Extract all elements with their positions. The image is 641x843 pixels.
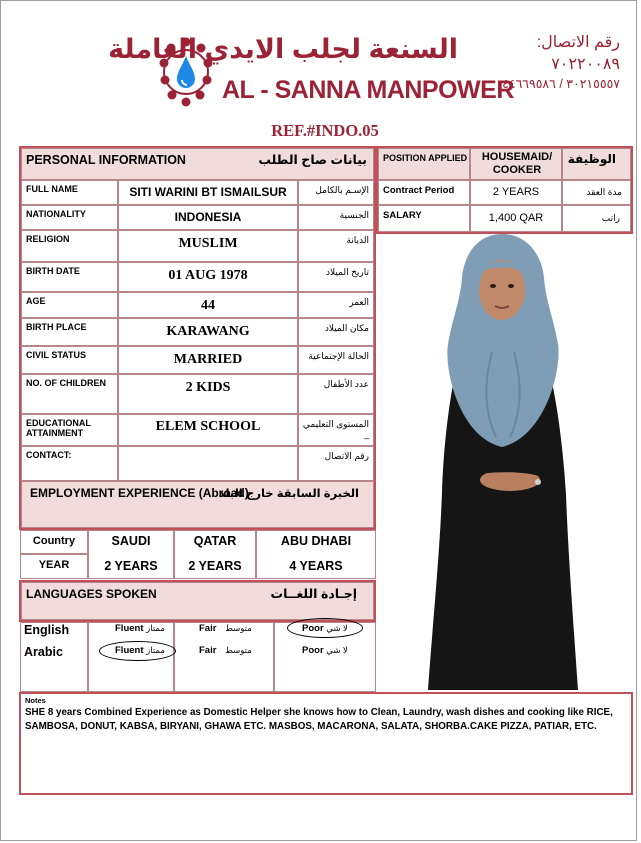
arabic-poor-label: Poor (302, 645, 324, 656)
age-label-arabic: العمر (349, 297, 369, 307)
nationality-label-cell (21, 205, 118, 230)
contract-arabic-cell (562, 180, 631, 205)
full-name-label-arabic: الإسـم بالكامل (315, 185, 369, 195)
civil-status-arabic-cell (298, 346, 374, 374)
languages-title: LANGUAGES SPOKEN (26, 587, 157, 601)
english-fair-arabic: متوسط (225, 623, 252, 633)
position-label: POSITION APPLIED (383, 153, 468, 163)
age-label-cell (21, 292, 118, 318)
salary-value-cell (470, 205, 562, 232)
position-label-arabic: الوظيفة (567, 152, 616, 166)
arabic-poor-arabic: لا شي (326, 645, 348, 655)
religion-label-arabic: الديانة (346, 235, 369, 245)
children-value-cell (118, 374, 298, 414)
contract-label-arabic: مدة العقد (586, 187, 622, 197)
birth-date-label: BIRTH DATE (26, 266, 80, 276)
experience-title-arabic: الخبرة السابقة خارج البلد (218, 488, 359, 500)
position-label-cell (378, 148, 470, 180)
country-qatar: QATAR (193, 534, 237, 548)
religion-label: RELIGION (26, 234, 70, 244)
nationality-label: NATIONALITY (26, 209, 86, 219)
company-name-arabic: السنعة لجلب الايدي العاملة (108, 34, 458, 64)
age-value: 44 (201, 298, 215, 313)
arabic-fluent-selected-circle (99, 641, 176, 661)
languages-title-arabic: إجـادة اللغــات (270, 587, 357, 601)
religion-value-cell (118, 230, 298, 262)
full-name-arabic-cell (298, 180, 374, 205)
birth-date-label-cell (21, 262, 118, 292)
country-label-cell (20, 530, 88, 554)
nationality-arabic-cell (298, 205, 374, 230)
salary-label-cell (378, 205, 470, 232)
education-value: ELEM SCHOOL (155, 419, 261, 434)
english-fair (199, 623, 252, 634)
company-name-english: AL - SANNA MANPOWER (222, 76, 514, 104)
personal-info-title: PERSONAL INFORMATION (26, 153, 186, 167)
education-label-cell (21, 414, 118, 446)
english-poor-arabic: لا شي (326, 623, 348, 633)
country-abudhabi-cell (256, 530, 376, 579)
personal-info-title-arabic: بيانات صاح الطلب (258, 153, 367, 167)
contact-label-arabic: رقم الاتصال: (536, 34, 620, 51)
civil-status-label: CIVIL STATUS (26, 350, 87, 360)
nationality-value: INDONESIA (174, 210, 242, 224)
nationality-label-arabic: الجنسية (339, 210, 369, 220)
contract-value: 2 YEARS (492, 186, 540, 198)
education-arabic-cell (298, 414, 374, 446)
children-label: NO. OF CHILDREN (26, 378, 106, 388)
contract-label: Contract Period (383, 185, 455, 196)
salary-value: 1,400 QAR (488, 212, 544, 224)
age-arabic-cell (298, 292, 374, 318)
full-name-label: FULL NAME (26, 184, 78, 194)
age-label: AGE (26, 296, 46, 306)
salary-label-arabic: راتب (601, 213, 620, 223)
english-fluent-label: Fluent (115, 623, 144, 634)
contract-value-cell (470, 180, 562, 205)
salary-arabic-cell (562, 205, 631, 232)
english-fair-label: Fair (199, 623, 217, 634)
civil-status-label-arabic: الحالة الإجتماعية (308, 351, 369, 361)
religion-label-cell (21, 230, 118, 262)
salary-label: SALARY (383, 210, 422, 221)
birth-place-label: BIRTH PLACE (26, 322, 87, 332)
years-qatar: 2 YEARS (188, 559, 242, 573)
age-value-cell (118, 292, 298, 318)
birth-date-value: 01 AUG 1978 (168, 268, 248, 283)
full-name-value-cell (118, 180, 298, 205)
experience-header (21, 481, 374, 528)
education-label: EDUCATIONAL ATTAINMENT (26, 418, 91, 438)
experience-title: EMPLOYMENT EXPERIENCE (Abroad) (30, 486, 249, 500)
religion-arabic-cell (298, 230, 374, 262)
english-poor-selected-circle (287, 618, 363, 638)
arabic-fluent-arabic: ممتاز (146, 645, 165, 655)
personal-info-header (21, 148, 374, 180)
position-label-arabic-cell (562, 148, 631, 180)
english-poor-label: Poor (302, 623, 324, 634)
children-label-arabic: عدد الأطفال (323, 379, 369, 389)
year-label: YEAR (38, 559, 70, 571)
children-arabic-cell (298, 374, 374, 414)
full-name-label-cell (21, 180, 118, 205)
children-label-cell (21, 374, 118, 414)
civil-status-value: MARRIED (173, 352, 243, 367)
nationality-value-cell (118, 205, 298, 230)
country-qatar-cell (174, 530, 256, 579)
birth-date-arabic-cell (298, 262, 374, 292)
arabic-fair-label: Fair (199, 645, 217, 656)
civil-status-value-cell (118, 346, 298, 374)
language-arabic: Arabic (24, 645, 63, 659)
religion-value: MUSLIM (178, 236, 238, 251)
country-abudhabi: ABU DHABI (280, 534, 352, 548)
children-value: 2 KIDS (185, 380, 231, 395)
reference-number: REF.#INDO.05 (271, 121, 379, 140)
languages-header (21, 582, 374, 620)
contract-label-cell (378, 180, 470, 205)
arabic-poor (302, 645, 348, 656)
contact-arabic-cell (298, 446, 374, 481)
country-saudi-cell (88, 530, 174, 579)
contact-label-cell (21, 446, 118, 481)
position-value-cell (470, 148, 562, 180)
education-value-cell (118, 414, 298, 446)
education-dash: _ (363, 429, 369, 439)
contact-value-cell (118, 446, 298, 481)
birth-place-label-arabic: مكان الميلاد (324, 323, 369, 333)
years-abudhabi: 4 YEARS (289, 559, 343, 573)
arabic-fair-arabic: متوسط (225, 645, 252, 655)
candidate-photo (422, 232, 582, 692)
years-saudi: 2 YEARS (104, 559, 158, 573)
birth-place-value: KARAWANG (166, 324, 250, 339)
country-label: Country (32, 535, 76, 547)
full-name-value: SITI WARINI BT ISMAILSUR (129, 185, 287, 199)
notes-text: SHE 8 years Combined Experience as Domestic Helper she knows how to Clean, Laundry, wash dishes and cooking like RICE, SAMBOSA, DONUT, KABSA, BIRYANI, GHAWA ETC. MASBOS, MACARONA, SALATA, SHORBA.CAKE PIZZA, PATIAR, ETC. (25, 707, 613, 732)
country-saudi: SAUDI (111, 534, 151, 548)
phone-number-2: ٣٠٢١٥٥٥٧ / ٤٤٦٦٩٥٨٦ (502, 77, 620, 91)
arabic-fair (199, 645, 252, 656)
contact-label-arabic: رقم الاتصال (324, 451, 369, 461)
phone-number-1: ٧٠٢٢٠٠٨٩ (551, 56, 620, 73)
year-label-cell (20, 554, 88, 579)
position-value: HOUSEMAID/ COOKER (481, 151, 553, 176)
education-label-arabic: المستوى التعليمي (302, 419, 369, 429)
english-fluent-arabic: ممتاز (146, 623, 165, 633)
civil-status-label-cell (21, 346, 118, 374)
contact-label: CONTACT: (26, 450, 72, 460)
english-fluent (115, 623, 165, 634)
birth-place-arabic-cell (298, 318, 374, 346)
birth-date-value-cell (118, 262, 298, 292)
birth-place-value-cell (118, 318, 298, 346)
birth-place-label-cell (21, 318, 118, 346)
arabic-fluent-label: Fluent (115, 645, 144, 656)
notes-label: Notes (25, 696, 46, 705)
language-english: English (24, 623, 70, 637)
birth-date-label-arabic: تاريخ الميلاد (326, 267, 369, 277)
